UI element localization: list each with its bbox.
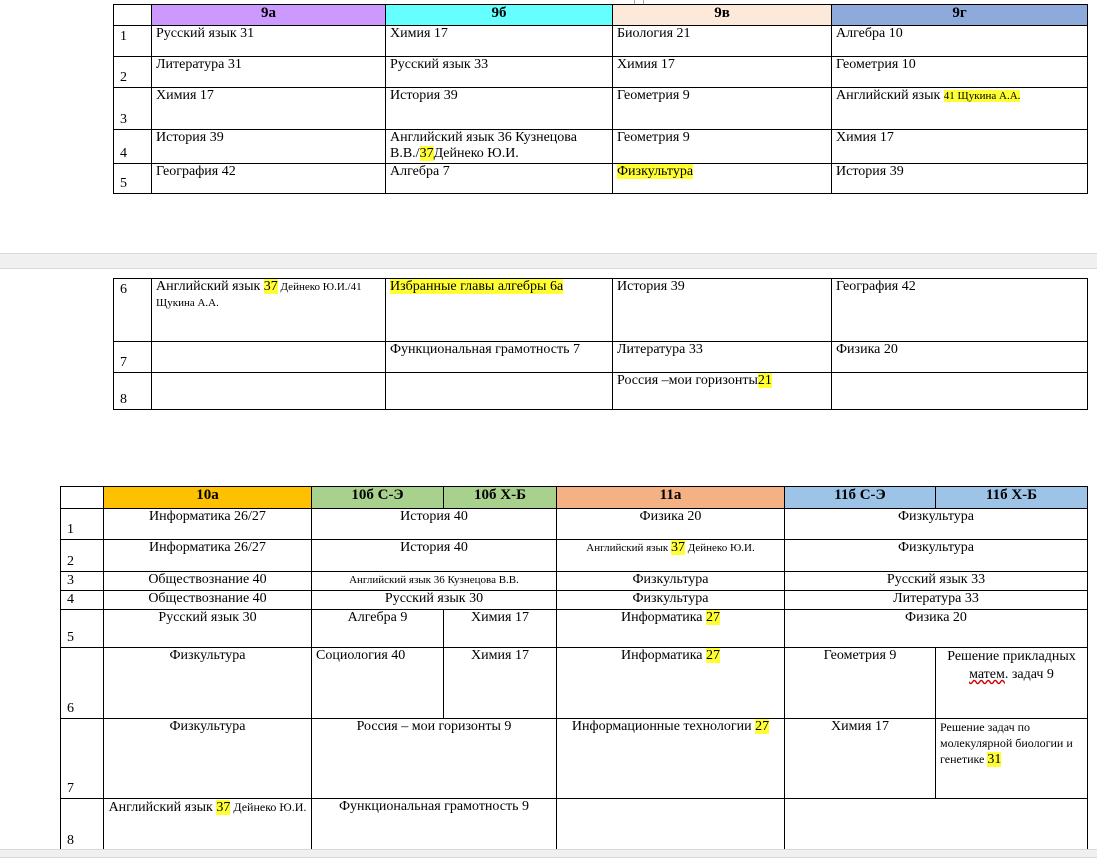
lesson-number: 2 (61, 540, 104, 572)
highlighted-text: 21 (757, 373, 772, 388)
highlighted-text: 37 (670, 540, 685, 555)
table-row (61, 799, 1088, 851)
table-row (61, 572, 1088, 591)
cell-9v: Литература 33 (613, 342, 832, 373)
cell-text: Россия –мои горизонты (617, 373, 758, 388)
cell-11a: Физкультура (557, 572, 785, 591)
cell-9g: География 42 (832, 279, 1088, 342)
highlighted-text: 27 (755, 719, 770, 734)
cell-9g: История 39 (832, 164, 1088, 194)
cell-text: Решение задач по молекулярной биологии и генетике (940, 720, 1073, 766)
cell-11b-se: Геометрия 9 (785, 648, 936, 719)
cell-small-text: Дейнеко Ю.И./41 Щукина А.А. (156, 281, 362, 309)
cell-11a (557, 719, 785, 799)
cell-10b: Функциональная грамотность 9 (312, 799, 557, 851)
cell-9v (613, 164, 832, 194)
spellcheck-text: матем (969, 667, 1005, 682)
lesson-number: 6 (114, 279, 152, 342)
lesson-number: 4 (61, 591, 104, 610)
cell-text: Английский язык (836, 88, 944, 103)
cell-11b (785, 799, 1088, 851)
cell-9v: Химия 17 (613, 57, 832, 88)
cell-10b: Английский язык 36 Кузнецова В.В. (312, 572, 557, 591)
cell-9b (386, 373, 613, 410)
cell-11a (557, 799, 785, 851)
header-row (61, 487, 1088, 509)
lesson-number: 5 (61, 610, 104, 648)
header-11b-se: 11б С-Э (785, 487, 936, 509)
table-row (114, 26, 1088, 57)
cell-9g: Геометрия 10 (832, 57, 1088, 88)
cell-9a: История 39 (152, 130, 386, 164)
highlighted-text: 37 (263, 279, 278, 294)
cell-10a: Физкультура (104, 719, 312, 799)
cell-small-text: Дейнеко Ю.И. (230, 800, 307, 814)
header-10b-se: 10б С-Э (312, 487, 444, 509)
lesson-number: 8 (61, 799, 104, 851)
cell-11b: Физкультура (785, 540, 1088, 572)
cell-11b: Русский язык 33 (785, 572, 1088, 591)
cell-9v: Геометрия 9 (613, 130, 832, 164)
cell-9a (152, 342, 386, 373)
table-row (114, 130, 1088, 164)
cell-10b: Россия – мои горизонты 9 (312, 719, 557, 799)
cell-10b-se: Социология 40 (312, 648, 444, 719)
table-row (61, 719, 1088, 799)
cell-9g (832, 373, 1088, 410)
header-10a: 10а (104, 487, 312, 509)
cell-10a: Обществознание 40 (104, 591, 312, 610)
cell-text: Информатика (621, 610, 706, 625)
lesson-number: 3 (61, 572, 104, 591)
cell-10a (104, 799, 312, 851)
highlighted-text: 31 (987, 752, 1002, 767)
cell-11b-xb (936, 719, 1088, 799)
header-cell-num (114, 5, 152, 26)
cell-text: Английский язык 36 Кузнецова В.В./ (390, 130, 577, 161)
cell-10a: Обществознание 40 (104, 572, 312, 591)
schedule-table-9-part1 (113, 4, 1088, 194)
lesson-number: 8 (114, 373, 152, 410)
cell-11a: Физика 20 (557, 509, 785, 540)
cell-9b: Химия 17 (386, 26, 613, 57)
table-row (61, 509, 1088, 540)
cell-9b: Русский язык 33 (386, 57, 613, 88)
table-row (114, 88, 1088, 130)
table-row (114, 57, 1088, 88)
cell-10b-se: Алгебра 9 (312, 610, 444, 648)
cell-9v (613, 373, 832, 410)
lesson-number: 6 (61, 648, 104, 719)
header-cell-num (61, 487, 104, 509)
cell-11b: Литература 33 (785, 591, 1088, 610)
header-9a: 9а (152, 5, 386, 26)
cell-9v: Геометрия 9 (613, 88, 832, 130)
table-row (61, 610, 1088, 648)
cell-9g: Алгебра 10 (832, 26, 1088, 57)
cell-10b-xb: Химия 17 (444, 610, 557, 648)
page-break (0, 849, 1097, 858)
cell-11a (557, 540, 785, 572)
lesson-number: 2 (114, 57, 152, 88)
cell-10b: История 40 (312, 509, 557, 540)
highlighted-text: 27 (706, 648, 720, 663)
highlighted-text: 41 Щукина А.А. (943, 90, 1021, 102)
highlighted-text: Физкультура (617, 164, 694, 179)
table-row (61, 591, 1088, 610)
cell-11b-xb (936, 648, 1088, 719)
cell-9v: История 39 (613, 279, 832, 342)
highlighted-text: 37 (419, 146, 434, 161)
cell-10a: Физкультура (104, 648, 312, 719)
cell-11a (557, 610, 785, 648)
table-row (114, 373, 1088, 410)
cell-text: Дейнеко Ю.И. (433, 146, 519, 161)
table-row (114, 164, 1088, 194)
table-row (61, 540, 1088, 572)
cell-text: . задач 9 (1004, 667, 1054, 682)
cell-9a (152, 279, 386, 342)
cell-9a: Химия 17 (152, 88, 386, 130)
cell-text: Английский язык (156, 279, 264, 294)
cell-text: Английский язык (108, 800, 217, 815)
lesson-number: 1 (61, 509, 104, 540)
cell-text: Дейнеко Ю.И. (684, 542, 755, 554)
cell-10a: Информатика 26/27 (104, 509, 312, 540)
cell-9a: Русский язык 31 (152, 26, 386, 57)
cell-9a: Литература 31 (152, 57, 386, 88)
table-row (61, 648, 1088, 719)
table-row (114, 279, 1088, 342)
lesson-number: 1 (114, 26, 152, 57)
cell-9b (386, 130, 613, 164)
cell-9g (832, 88, 1088, 130)
cell-9b: Функциональная грамотность 7 (386, 342, 613, 373)
cell-9b (386, 279, 613, 342)
header-9b: 9б (386, 5, 613, 26)
lesson-number: 7 (114, 342, 152, 373)
cell-10a: Русский язык 30 (104, 610, 312, 648)
page-break (0, 253, 1097, 269)
cell-text: Английский язык (586, 542, 671, 554)
cell-text: Информационные технологии (571, 719, 756, 734)
lesson-number: 5 (114, 164, 152, 194)
header-10b-xb: 10б Х-Б (444, 487, 557, 509)
header-9g: 9г (832, 5, 1088, 26)
cell-text: Информатика (621, 648, 706, 663)
lesson-number: 4 (114, 130, 152, 164)
lesson-number: 3 (114, 88, 152, 130)
schedule-table-9-part2 (113, 278, 1088, 410)
cell-9b: Алгебра 7 (386, 164, 613, 194)
cell-11b: Физика 20 (785, 610, 1088, 648)
highlighted-text: Избранные главы алгебры 6а (390, 279, 564, 294)
cell-11b: Физкультура (785, 509, 1088, 540)
cell-text: Решение прикладных (947, 649, 1076, 664)
cell-11a (557, 648, 785, 719)
cell-10b-xb: Химия 17 (444, 648, 557, 719)
cell-9v: Биология 21 (613, 26, 832, 57)
header-11a: 11а (557, 487, 785, 509)
cell-10a: Информатика 26/27 (104, 540, 312, 572)
lesson-number: 7 (61, 719, 104, 799)
highlighted-text: 27 (706, 610, 720, 625)
table-row (114, 342, 1088, 373)
cell-9a: География 42 (152, 164, 386, 194)
cell-9a (152, 373, 386, 410)
cell-10b: Русский язык 30 (312, 591, 557, 610)
header-11b-xb: 11б Х-Б (936, 487, 1088, 509)
cell-11a: Физкультура (557, 591, 785, 610)
header-row (114, 5, 1088, 26)
cell-9g: Химия 17 (832, 130, 1088, 164)
highlighted-text: 37 (216, 800, 231, 815)
cell-9g: Физика 20 (832, 342, 1088, 373)
schedule-table-10-11 (60, 486, 1088, 851)
cell-10b: История 40 (312, 540, 557, 572)
header-9v: 9в (613, 5, 832, 26)
cell-11b-se: Химия 17 (785, 719, 936, 799)
cell-9b: История 39 (386, 88, 613, 130)
